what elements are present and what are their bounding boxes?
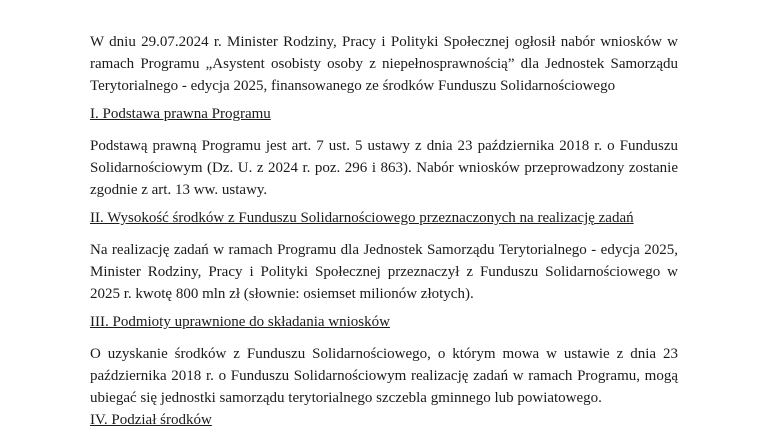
section-heading-2: II. Wysokość środków z Funduszu Solidarnościowego przeznaczonych na realizację zadań [90,210,634,226]
section-3-paragraph: O uzyskanie środków z Funduszu Solidarnościowego, o którym mowa w ustawie z dnia 23 października 2018 r. o Funduszu Solidarnościowym realizację zadań w ramach Programu, mogą ubiegać się jednostki samorządu terytorialnego szczebla gminnego lub powiatowego. [90,346,678,406]
section-heading-1: I. Podstawa prawna Programu [90,106,271,122]
intro-paragraph: W dniu 29.07.2024 r. Minister Rodziny, Pracy i Polityki Społecznej ogłosił nabór wniosków w ramach Programu „Asystent osobisty osoby z niepełnosprawnością” dla Jednostek Samorządu Terytorialnego - edycja 2025, finansowanego ze środków Funduszu Solidarnościowego [90,34,678,94]
section-heading-4-truncated: IV. Podział środków [90,412,212,428]
section-1-paragraph: Podstawą prawną Programu jest art. 7 ust. 5 ustawy z dnia 23 października 2018 r. o Funduszu Solidarnościowym (Dz. U. z 2024 r. poz. 296 i 863). Nabór wniosków przeprowadzony zostanie zgodnie z art. 13 ww. ustawy. [90,138,678,198]
section-heading-3: III. Podmioty uprawnione do składania wniosków [90,314,390,330]
section-2-paragraph: Na realizację zadań w ramach Programu dla Jednostek Samorządu Terytorialnego - edycja 2025, Minister Rodziny, Pracy i Polityki Społecznej przeznaczył z Funduszu Solidarnościowego w 2025 r. kwotę 800 mln zł (słownie: osiemset milionów złotych). [90,242,678,302]
